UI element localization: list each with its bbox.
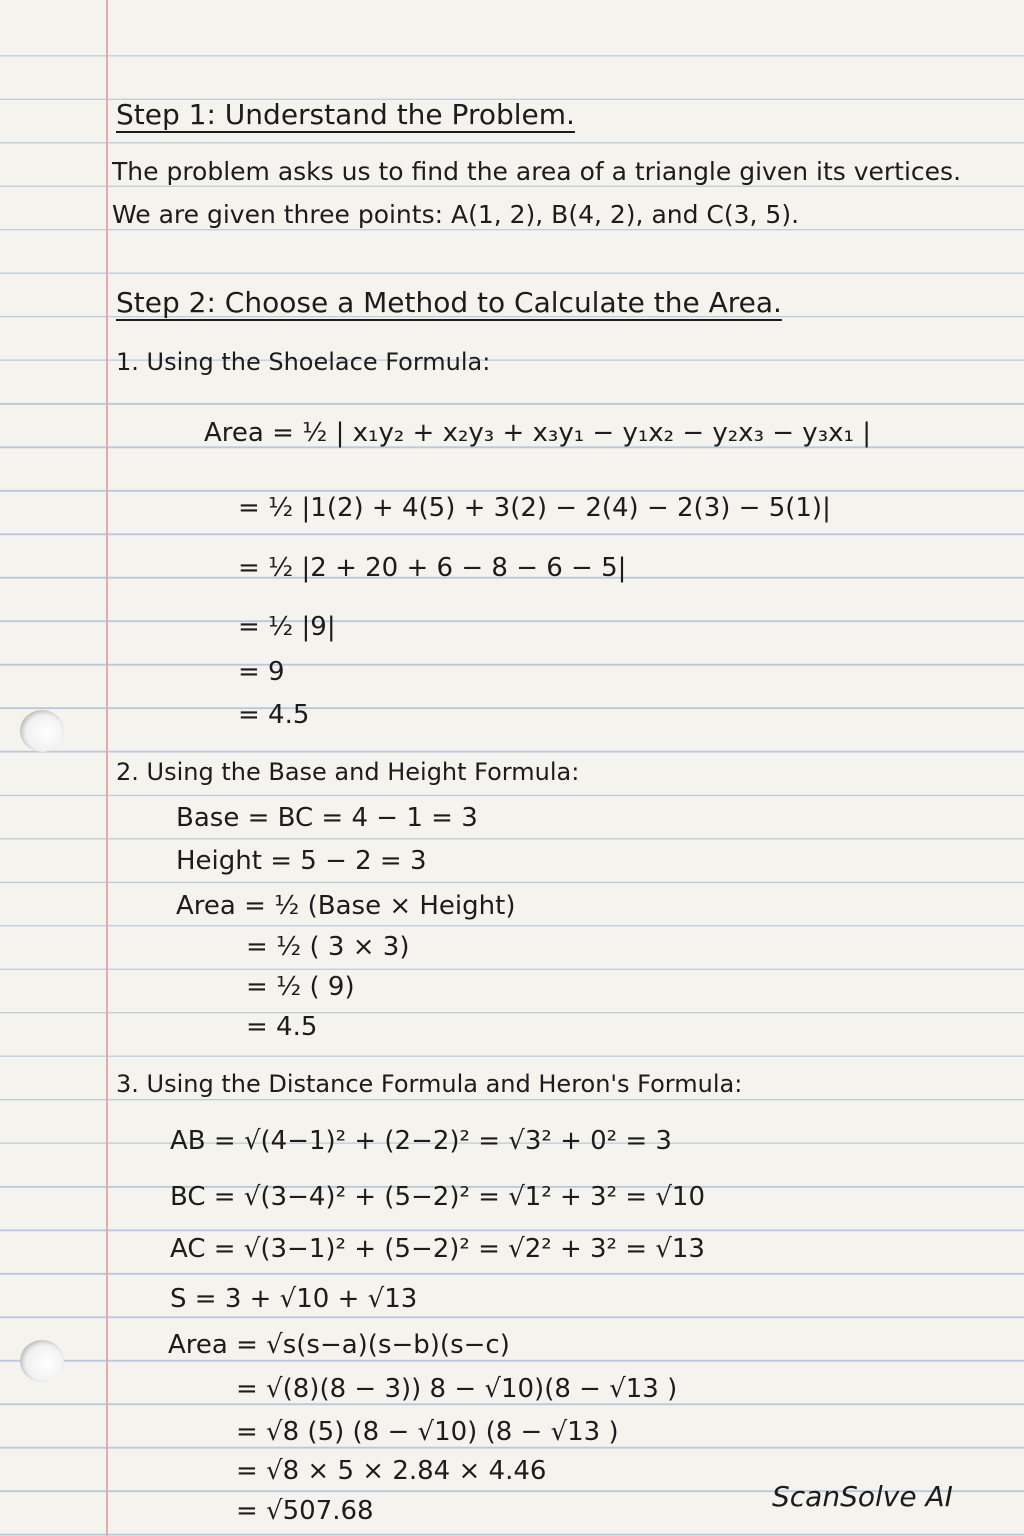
method-title: 2. Using the Base and Height Formula: <box>116 758 580 786</box>
equation-line: = ½ |9| <box>238 612 336 642</box>
equation-line: = 9 <box>238 657 285 687</box>
equation-line: = √8 × 5 × 2.84 × 4.46 <box>236 1456 547 1486</box>
equation-line: Area = √s(s−a)(s−b)(s−c) <box>168 1330 510 1360</box>
punch-hole <box>20 710 64 752</box>
step1-heading: Step 1: Understand the Problem. <box>116 98 575 131</box>
method-title: 1. Using the Shoelace Formula: <box>116 348 491 376</box>
punch-hole <box>20 1340 64 1382</box>
equation-line: = ½ ( 9) <box>246 972 355 1002</box>
equation-line: = 4.5 <box>238 700 310 730</box>
equation-line: = √507.68 <box>236 1496 374 1526</box>
step1-text-line: The problem asks us to find the area of a triangle given its vertices. <box>112 157 962 186</box>
equation-line: AC = √(3−1)² + (5−2)² = √2² + 3² = √13 <box>170 1234 705 1264</box>
equation-line: = ½ |1(2) + 4(5) + 3(2) − 2(4) − 2(3) − 5(1)| <box>238 493 831 523</box>
watermark-brand: ScanSolve AI <box>772 1480 953 1513</box>
method-title: 3. Using the Distance Formula and Heron's Formula: <box>116 1070 743 1098</box>
paper-margin-line <box>106 0 108 1536</box>
step2-heading: Step 2: Choose a Method to Calculate the Area. <box>116 286 782 319</box>
equation-line: AB = √(4−1)² + (2−2)² = √3² + 0² = 3 <box>170 1126 672 1156</box>
equation-line: Base = BC = 4 − 1 = 3 <box>176 803 478 833</box>
equation-line: = ½ |2 + 20 + 6 − 8 − 6 − 5| <box>238 553 627 583</box>
equation-line: Height = 5 − 2 = 3 <box>176 846 427 876</box>
equation-line: = √(8)(8 − 3)) 8 − √10)(8 − √13 ) <box>236 1374 678 1404</box>
equation-line: BC = √(3−4)² + (5−2)² = √1² + 3² = √10 <box>170 1182 705 1212</box>
equation-line: S = 3 + √10 + √13 <box>170 1284 418 1314</box>
equation-line: = ½ ( 3 × 3) <box>246 932 410 962</box>
equation-line: = 4.5 <box>246 1012 318 1042</box>
equation-line: Area = ½ | x₁y₂ + x₂y₃ + x₃y₁ − y₁x₂ − y₂x₃ − y₃x₁ | <box>204 418 871 448</box>
step1-text-line: We are given three points: A(1, 2), B(4, 2), and C(3, 5). <box>112 200 800 229</box>
equation-line: Area = ½ (Base × Height) <box>176 891 516 921</box>
equation-line: = √8 (5) (8 − √10) (8 − √13 ) <box>236 1417 619 1447</box>
